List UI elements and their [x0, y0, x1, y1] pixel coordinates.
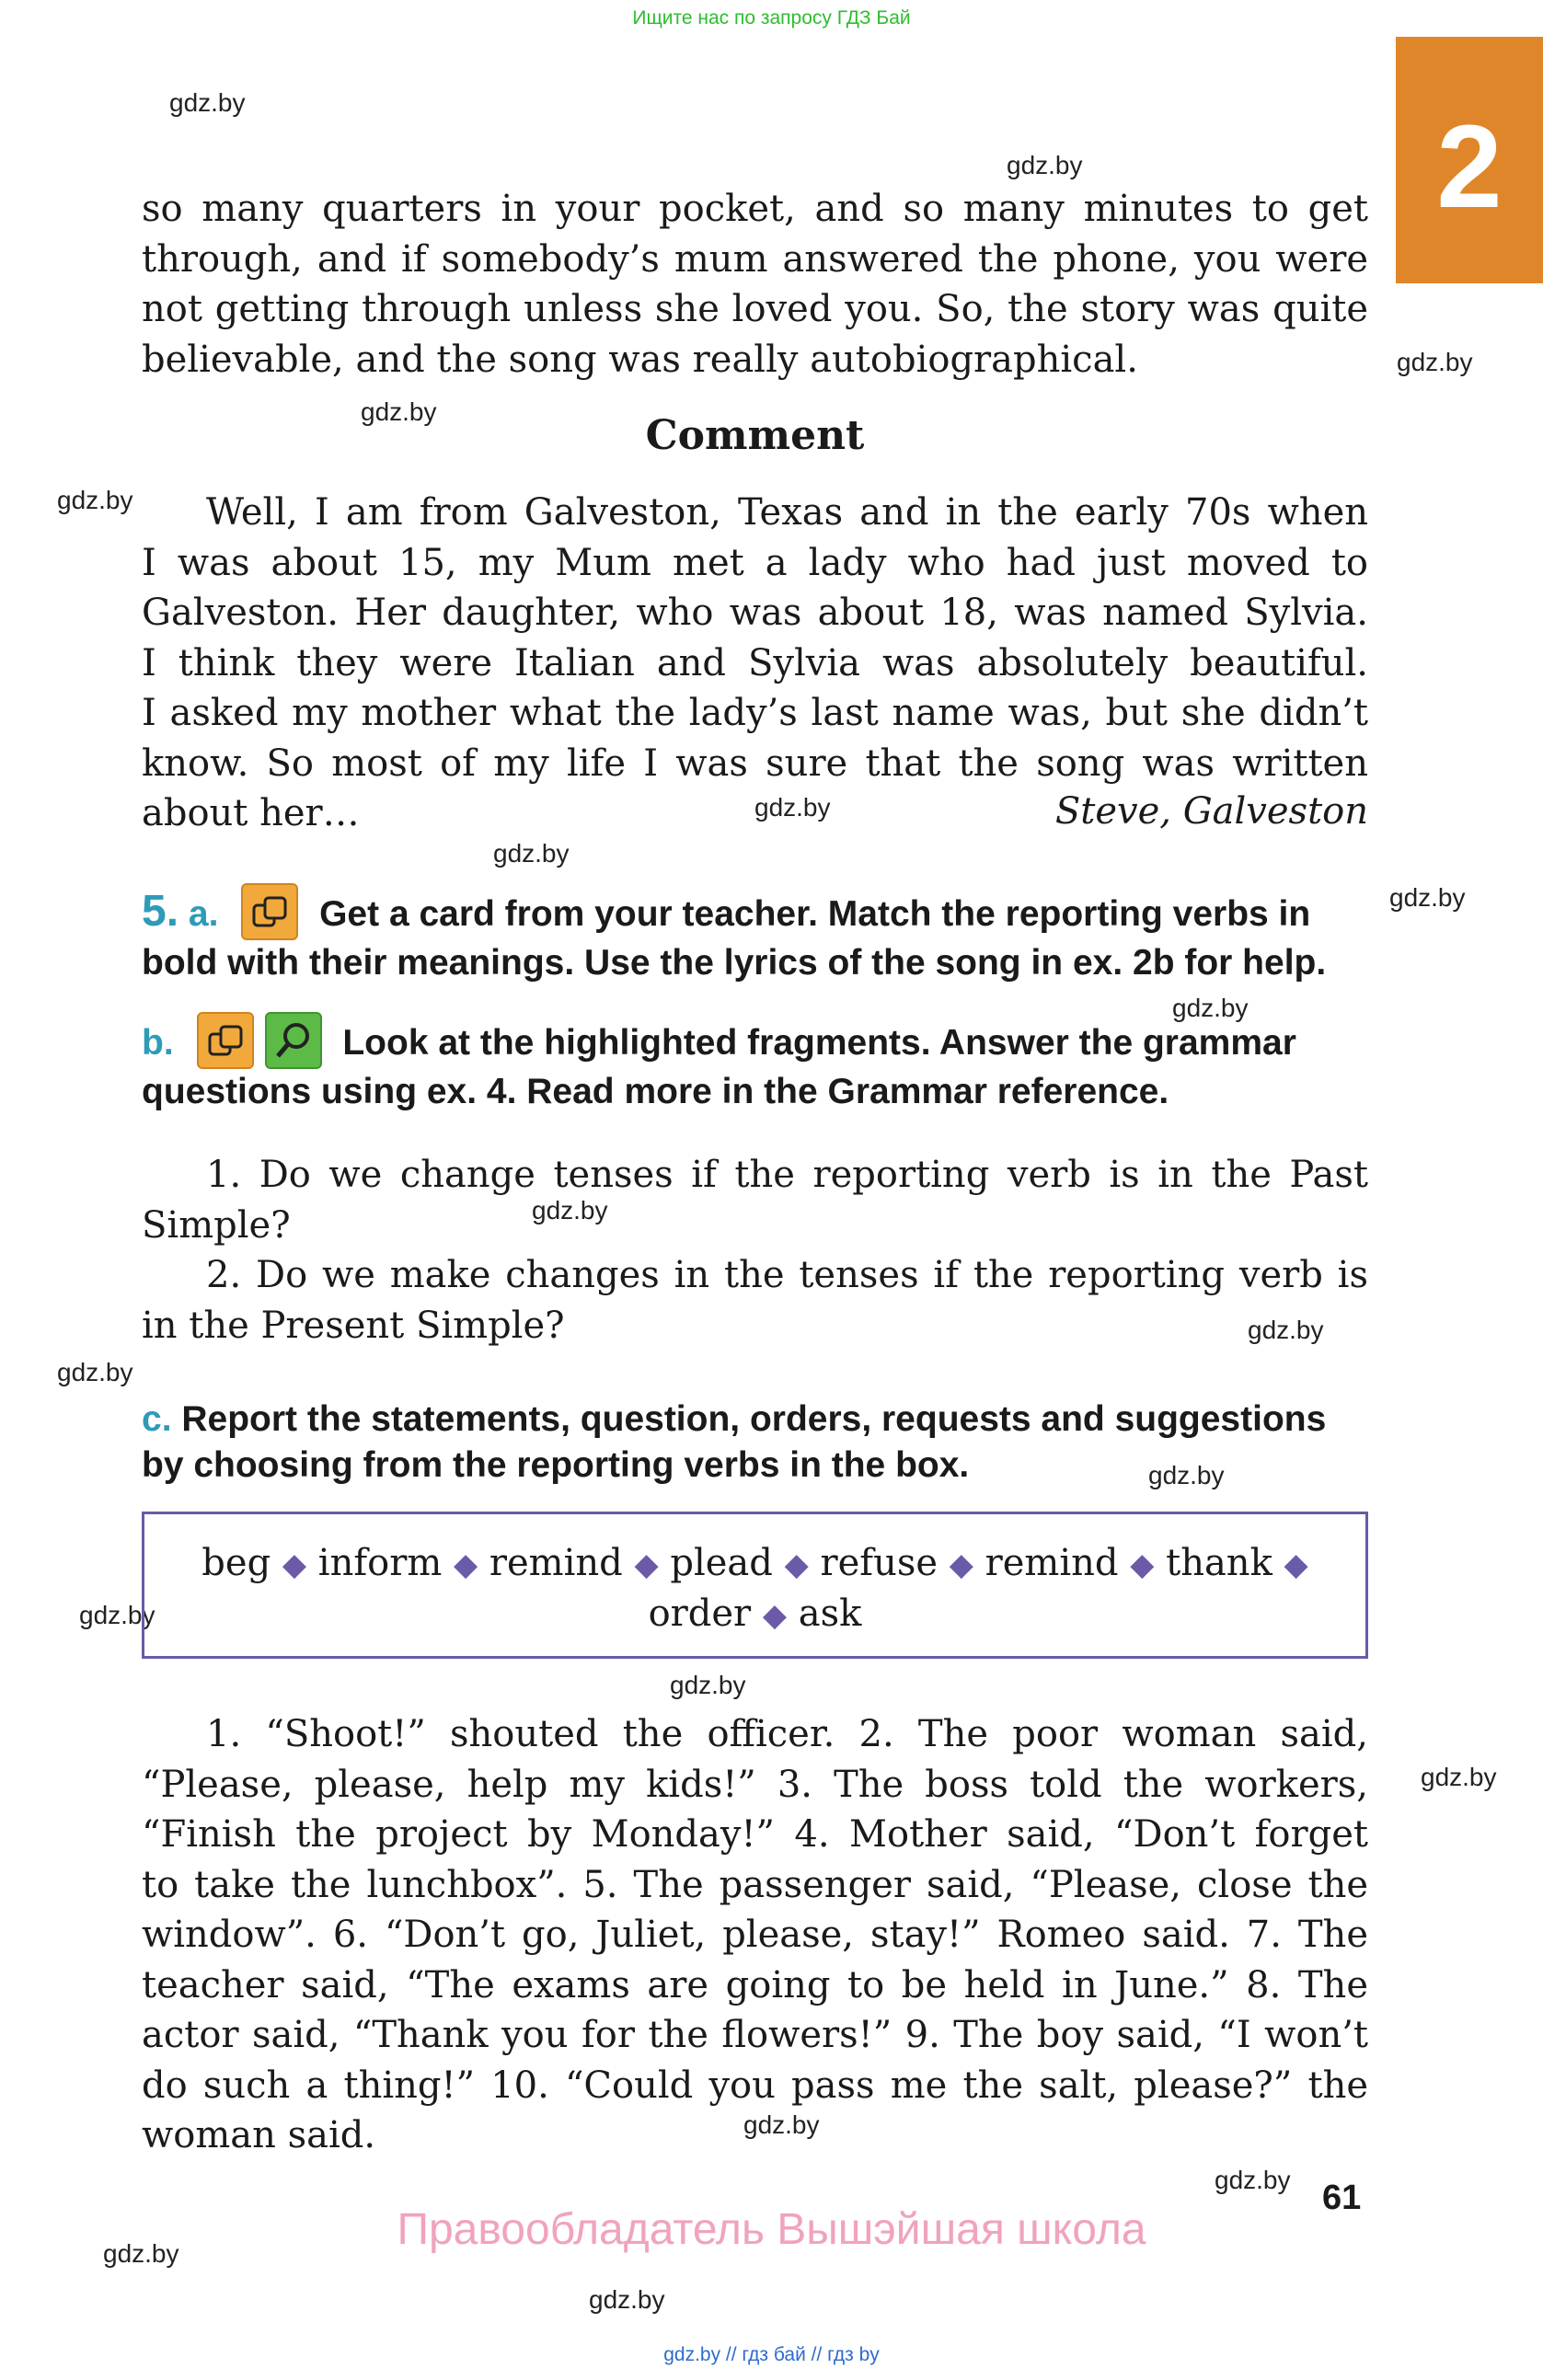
copyright-holder: Правообладатель Вышэйшая школа [397, 2205, 1146, 2254]
bottom-links[interactable]: gdz.by // гдз бай // гдз by [663, 2344, 880, 2365]
story-paragraph [142, 184, 1368, 385]
text-line: Well, I am from Galveston, Texas and in the early 70s when [206, 491, 1368, 534]
sentences-paragraph [142, 1709, 1368, 2161]
task-text: Report the statements, question, orders, requests and suggestions [181, 1399, 1327, 1439]
question-line: in the Present Simple? [142, 1304, 565, 1347]
text-line: through, and if somebody’s mum answered the phone, you were [142, 237, 1368, 281]
task-text: Get a card from your teacher. Match the reporting verbs in [319, 894, 1311, 934]
diamond-separator-icon: ◆ [784, 1546, 809, 1583]
task-text: questions using ex. 4. Read more in the Grammar reference. [142, 1072, 1169, 1111]
watermark: gdz.by [493, 839, 570, 868]
verbs-row [142, 1589, 1368, 1640]
watermark: gdz.by [754, 793, 831, 822]
page-number: 61 [1322, 2179, 1362, 2217]
verb-word: remind [985, 1542, 1119, 1584]
watermark: gdz.by [589, 2285, 665, 2314]
text-line: do such a thing!” 10. “Could you pass me the salt, please?” the [142, 2064, 1368, 2107]
comment-heading: Comment [645, 412, 865, 459]
verbs-row [142, 1538, 1368, 1590]
watermark: gdz.by [1215, 2166, 1291, 2194]
text-line: to take the lunchbox”. 5. The passenger said, “Please, close the [142, 1863, 1368, 1906]
verb-word: remind [489, 1542, 623, 1584]
watermark: gdz.by [169, 88, 246, 117]
question-line: Simple? [142, 1203, 291, 1247]
verb-word: thank [1166, 1542, 1272, 1584]
diamond-separator-icon: ◆ [949, 1546, 973, 1583]
text-line: I think they were Italian and Sylvia was absolutely beautiful. [142, 641, 1368, 684]
exercise-number: 5. [142, 887, 179, 936]
diamond-separator-icon: ◆ [634, 1546, 659, 1583]
text-line: I asked my mother what the lady’s last name was, but she didn’t [142, 692, 1368, 734]
watermark: gdz.by [532, 1196, 608, 1224]
question-line: 1. Do we change tenses if the reporting verb is in the Past [206, 1154, 1368, 1196]
watermark: gdz.by [1421, 1763, 1497, 1791]
subtask-label-b: b. [142, 1023, 174, 1063]
exercise-5a [142, 883, 1368, 986]
text-line: “Finish the project by Monday!” 4. Mother said, “Don’t forget [142, 1813, 1368, 1856]
verb-word: order [648, 1592, 752, 1635]
diamond-separator-icon: ◆ [1284, 1546, 1308, 1583]
diamond-separator-icon: ◆ [1130, 1546, 1155, 1583]
task-text: Look at the highlighted fragments. Answer the grammar [342, 1023, 1296, 1063]
exercise-5c [142, 1397, 1368, 1489]
watermark: gdz.by [1389, 883, 1466, 912]
watermark: gdz.by [79, 1601, 155, 1629]
exercise-5b [142, 1012, 1368, 1115]
pair-work-icon [241, 883, 298, 940]
watermark: gdz.by [57, 1358, 133, 1386]
verb-word: inform [317, 1542, 443, 1584]
subtask-label-a: a. [188, 894, 219, 934]
watermark: gdz.by [103, 2239, 179, 2268]
watermark: gdz.by [1007, 151, 1083, 179]
text-line: Galveston. Her daughter, who was about 18, was named Sylvia. [142, 592, 1368, 634]
text-line: know. So most of my life I was sure that the song was written [142, 742, 1368, 785]
top-banner[interactable]: Ищите нас по запросу ГДЗ Бай [632, 7, 911, 29]
verb-word: plead [670, 1542, 773, 1584]
subtask-label-c: c. [142, 1399, 172, 1439]
verb-word: ask [798, 1592, 862, 1635]
diamond-separator-icon: ◆ [454, 1546, 478, 1583]
pair-work-icon [197, 1012, 254, 1069]
watermark: gdz.by [361, 397, 437, 426]
watermark: gdz.by [670, 1671, 746, 1699]
comment-attribution: Steve, Galveston [1054, 790, 1368, 833]
text-line: I was about 15, my Mum met a lady who had just moved to [142, 541, 1368, 584]
watermark: gdz.by [743, 2110, 820, 2139]
comment-paragraph [142, 488, 1368, 839]
magnifier-icon [265, 1012, 322, 1069]
text-line: 1. “Shoot!” shouted the officer. 2. The poor woman said, [206, 1713, 1368, 1755]
diamond-separator-icon: ◆ [762, 1597, 788, 1634]
text-line: woman said. [142, 2114, 376, 2156]
text-line: window”. 6. “Don’t go, Juliet, please, stay!” Romeo said. 7. The [142, 1914, 1368, 1956]
text-line: not getting through unless she loved you. So, the story was quite [142, 288, 1368, 330]
text-line: actor said, “Thank you for the flowers!” 9. The boy said, “I won’t [142, 2014, 1368, 2056]
chapter-number: 2 [1436, 101, 1503, 233]
watermark: gdz.by [1148, 1461, 1225, 1489]
task-text: bold with their meanings. Use the lyrics of the song in ex. 2b for help. [142, 943, 1327, 983]
text-line: “Please, please, help my kids!” 3. The boss told the workers, [142, 1763, 1368, 1806]
text-line: teacher said, “The exams are going to be held in June.” 8. The [142, 1963, 1368, 2006]
text-line: about her… [142, 792, 360, 834]
task-text: by choosing from the reporting verbs in the box. [142, 1445, 970, 1485]
watermark: gdz.by [57, 486, 133, 514]
watermark: gdz.by [1172, 994, 1249, 1022]
verb-word: beg [202, 1542, 271, 1584]
text-line: believable, and the song was really autobiographical. [142, 338, 1138, 381]
verb-word: refuse [820, 1542, 938, 1584]
watermark: gdz.by [1397, 348, 1473, 376]
question-line: 2. Do we make changes in the tenses if the reporting verb is [206, 1254, 1368, 1296]
text-line: so many quarters in your pocket, and so many minutes to get [142, 188, 1368, 230]
watermark: gdz.by [1248, 1316, 1324, 1344]
diamond-separator-icon: ◆ [282, 1546, 307, 1583]
grammar-questions [142, 1150, 1368, 1351]
